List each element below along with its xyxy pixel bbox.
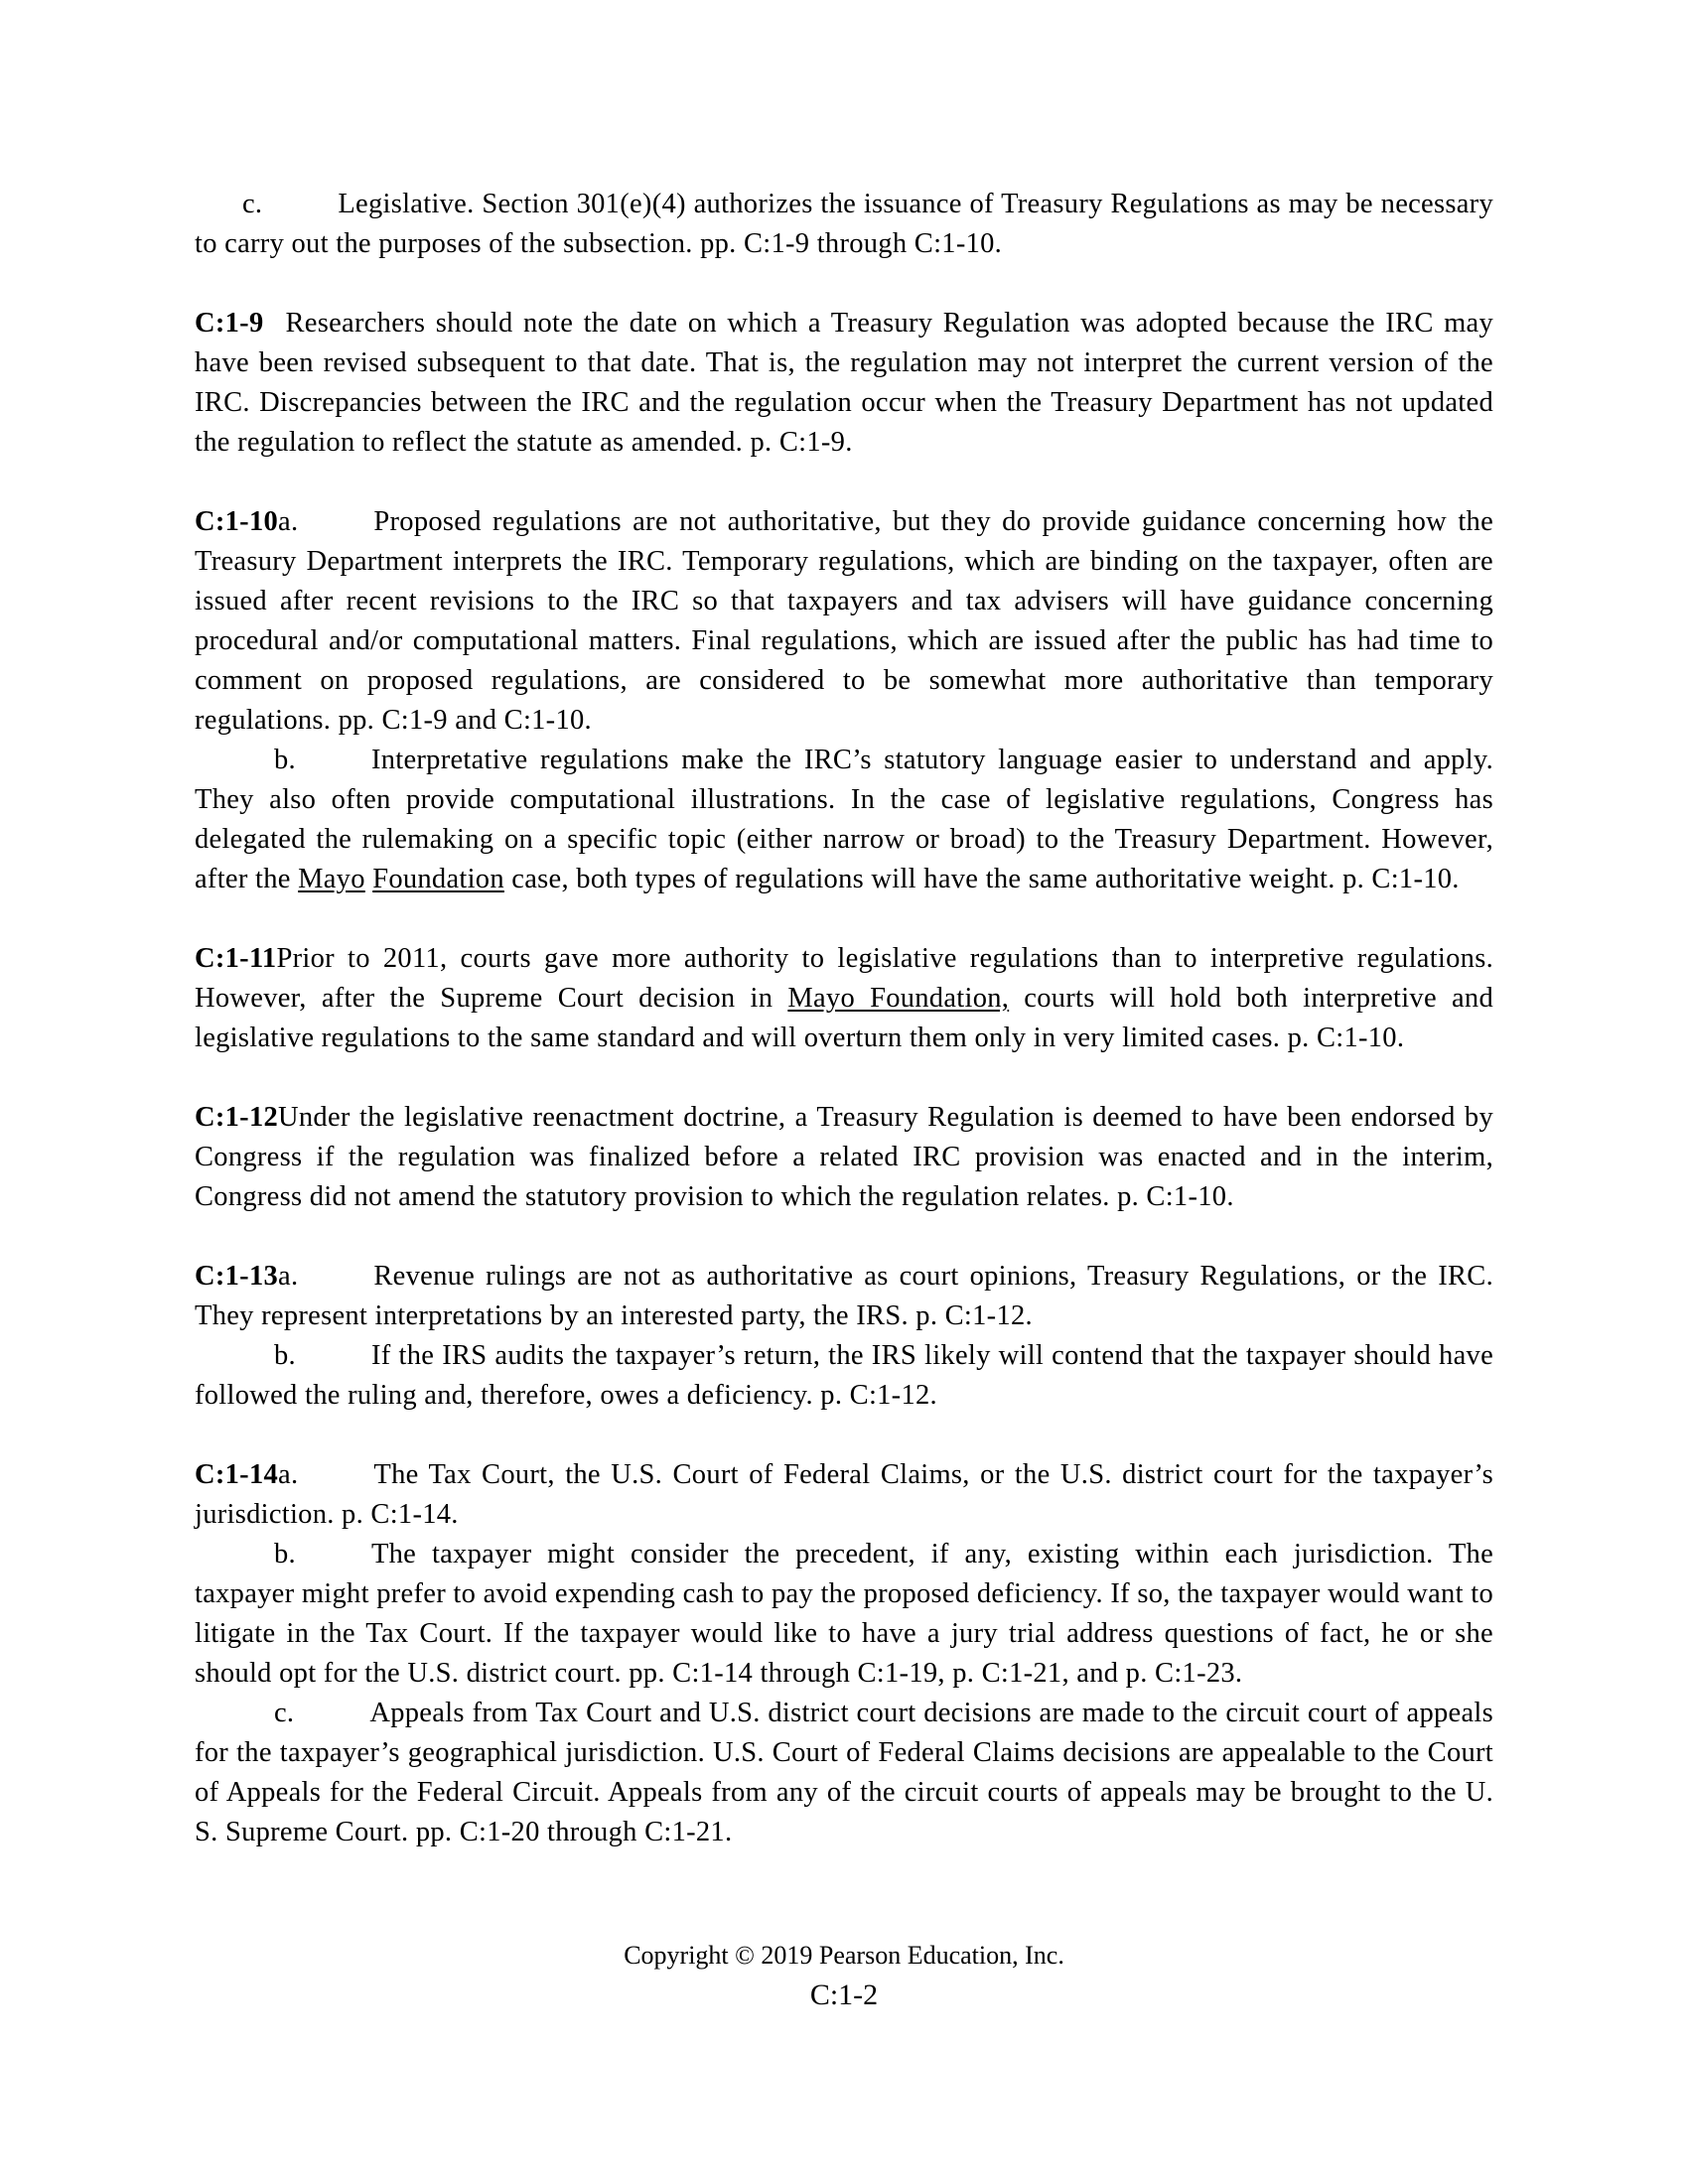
item-marker-b: b. [274, 1539, 296, 1570]
case-citation-mayo-foundation: Mayo Foundation, [787, 983, 1010, 1014]
paragraph-c1-10a [195, 502, 1493, 741]
copyright-notice: Copyright © 2019 Pearson Education, Inc. [624, 1941, 1064, 1970]
question-label-c1-10: C:1-10 [195, 506, 279, 537]
paragraph-c1-11 [195, 939, 1493, 1058]
item-marker-c: c. [242, 189, 263, 219]
c1-11-text-before: Prior to 2011, courts gave more authority to legislative regulations than to interpretive regulations. However, after the Supreme Court decision in [195, 943, 1493, 1014]
c1-11-text-after: courts will hold both interpretive and legislative regulations to the same standard and will overturn them only in very limited cases. p. C:1-10. [195, 983, 1493, 1053]
c1-14b-text: The taxpayer might consider the precedent, if any, existing within each jurisdiction. The taxpayer might prefer to avoid expending cash to pay the proposed deficiency. If so, the taxpayer would want to litigate in the Tax Court. If the taxpayer would like to have a jury trial address questions of fact, he or she should opt for the U.S. district court. pp. C:1-14 through C:1-19, p. C:1-21, and p. C:1-23. [195, 1539, 1493, 1689]
paragraph-c1-14c [195, 1694, 1493, 1852]
c1-13a-text: Revenue rulings are not as authoritative as court opinions, Treasury Regulations, or the IRC. They represent interpretations by an interested party, the IRS. p. C:1-12. [195, 1261, 1493, 1331]
item-c-text: Legislative. Section 301(e)(4) authorizes the issuance of Treasury Regulations as may be necessary to carry out the purposes of the subsection. pp. C:1-9 through C:1-10. [195, 189, 1493, 259]
c1-13b-text: If the IRS audits the taxpayer’s return, the IRS likely will contend that the taxpayer should have followed the ruling and, therefore, owes a deficiency. p. C:1-12. [195, 1340, 1493, 1411]
paragraph-c1-10b [195, 741, 1493, 899]
item-marker-c: c. [274, 1698, 295, 1728]
paragraph-c1-14a [195, 1455, 1493, 1535]
case-word-foundation: Foundation [372, 864, 504, 894]
c1-12-text: Under the legislative reenactment doctrine, a Treasury Regulation is deemed to have been endorsed by Congress if the regulation was finalized before a related IRC provision was enacted and in the interim, Congress did not amend the statutory provision to which the regulation relates. p. C:1-10. [195, 1102, 1493, 1212]
c1-14a-text: The Tax Court, the U.S. Court of Federal Claims, or the U.S. district court for the taxpayer’s jurisdiction. p. C:1-14. [195, 1459, 1493, 1530]
paragraph-c1-13a [195, 1257, 1493, 1336]
c1-10b-text-after: case, both types of regulations will have the same authoritative weight. p. C:1-10. [503, 864, 1460, 894]
paragraph-c1-14b [195, 1535, 1493, 1694]
case-citation-mayo-foundation [298, 864, 504, 894]
question-label-c1-12: C:1-12 [195, 1102, 279, 1133]
case-word-mayo: Mayo [298, 864, 365, 894]
c1-14c-text: Appeals from Tax Court and U.S. district court decisions are made to the circuit court of appeals for the taxpayer’s geographical jurisdiction. U.S. Court of Federal Claims decisions are appealable to the Court of Appeals for the Federal Circuit. Appeals from any of the circuit courts of appeals may be brought to the U. S. Supreme Court. pp. C:1-20 through C:1-21. [195, 1698, 1493, 1847]
item-marker-a: a. [278, 1261, 299, 1292]
page-body-text [195, 185, 1493, 1852]
c1-9-text: Researchers should note the date on which a Treasury Regulation was adopted because the IRC may have been revised subsequent to that date. That is, the regulation may not interpret the current version of the IRC. Discrepancies between the IRC and the regulation occur when the Treasury Department has not updated the regulation to reflect the statute as amended. p. C:1-9. [195, 308, 1493, 458]
question-label-c1-14: C:1-14 [195, 1459, 279, 1490]
paragraph-c1-12 [195, 1098, 1493, 1217]
paragraph-c1-13b [195, 1336, 1493, 1416]
item-marker-b: b. [274, 1340, 296, 1371]
paragraph-c1-9 [195, 304, 1493, 463]
item-marker-b: b. [274, 745, 296, 775]
c1-10b-text-before: Interpretative regulations make the IRC’s statutory language easier to understand and apply. They also often provide computational illustrations. In the case of legislative regulations, Congress has delegated the rulemaking on a specific topic (either narrow or broad) to the Treasury Department. However, after the [195, 745, 1493, 894]
item-marker-a: a. [278, 1459, 299, 1490]
question-label-c1-9: C:1-9 [195, 308, 264, 339]
c1-10a-text: Proposed regulations are not authoritative, but they do provide guidance concerning how the Treasury Department interprets the IRC. Temporary regulations, which are binding on the taxpayer, often are issued after recent revisions to the IRC so that taxpayers and tax advisers will have guidance concerning procedural and/or computational matters. Final regulations, which are issued after the public has had time to comment on proposed regulations, are considered to be somewhat more authoritative than temporary regulations. pp. C:1-9 and C:1-10. [195, 506, 1493, 736]
page-number: C:1-2 [809, 1979, 879, 2011]
question-label-c1-11: C:1-11 [195, 943, 277, 974]
question-label-c1-13: C:1-13 [195, 1261, 279, 1292]
item-marker-a: a. [278, 506, 299, 537]
page-footer [0, 1938, 1688, 2015]
paragraph-item-c [195, 185, 1493, 264]
